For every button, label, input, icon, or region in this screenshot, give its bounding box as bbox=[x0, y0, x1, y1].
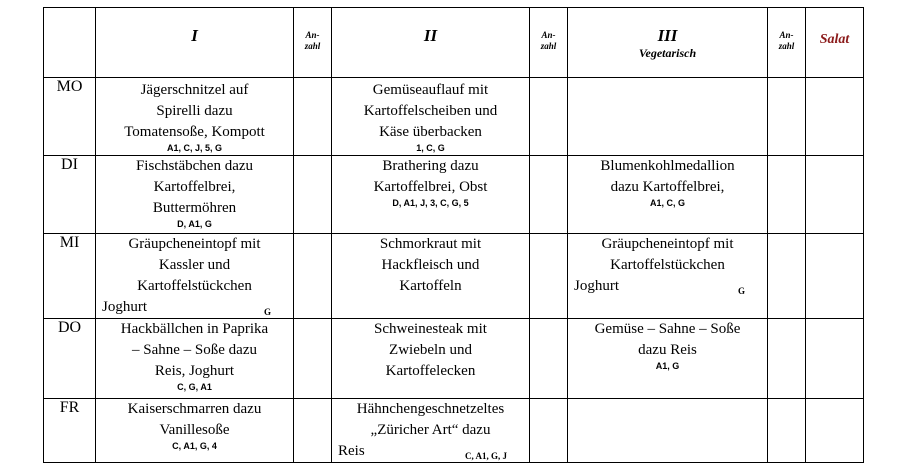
menu-1-title: I bbox=[191, 26, 198, 45]
mo-menu-1 bbox=[96, 78, 294, 156]
anzahl-1-label-b: zahl bbox=[304, 41, 321, 51]
header-anzahl-3 bbox=[768, 8, 806, 78]
dish-line: Buttermöhren bbox=[152, 200, 237, 216]
anzahl-3-label-a: An- bbox=[779, 30, 794, 40]
dish-line: Joghurt bbox=[574, 278, 619, 294]
dish-line: Hackfleisch und bbox=[381, 257, 480, 273]
header-salat bbox=[806, 8, 864, 78]
di-menu-1 bbox=[96, 156, 294, 234]
dish-line: Kartoffelecken bbox=[385, 363, 476, 379]
mo-anzahl-2[interactable] bbox=[530, 78, 568, 156]
mi-menu-2 bbox=[332, 234, 530, 319]
dish-line: Schmorkraut mit bbox=[379, 236, 482, 252]
dish-line: Käse überbacken bbox=[379, 124, 482, 140]
dish-line: Blumenkohlmedallion bbox=[600, 158, 735, 174]
dish-line: Hackbällchen in Paprika bbox=[120, 321, 269, 337]
day-row-mo bbox=[44, 78, 864, 156]
dish-line: Fischstäbchen dazu bbox=[135, 158, 254, 174]
di-anzahl-3[interactable] bbox=[768, 156, 806, 234]
do-anzahl-3[interactable] bbox=[768, 319, 806, 399]
day-row-do bbox=[44, 319, 864, 399]
fr-menu-2 bbox=[332, 399, 530, 463]
weekly-menu-table bbox=[43, 7, 864, 463]
dish-line: „Züricher Art“ dazu bbox=[370, 422, 491, 438]
dish-line: Reis, Joghurt bbox=[154, 363, 235, 379]
anzahl-2-label-b: zahl bbox=[540, 41, 557, 51]
di-anzahl-1[interactable] bbox=[294, 156, 332, 234]
dish-line: Kartoffelbrei, bbox=[153, 179, 236, 195]
do-menu-2 bbox=[332, 319, 530, 399]
header-anzahl-2 bbox=[530, 8, 568, 78]
day-row-mi bbox=[44, 234, 864, 319]
dish-line: Kartoffeln bbox=[399, 278, 462, 294]
day-label: FR bbox=[44, 399, 96, 463]
header-anzahl-1 bbox=[294, 8, 332, 78]
day-row-di bbox=[44, 156, 864, 234]
do-anzahl-1[interactable] bbox=[294, 319, 332, 399]
mo-anzahl-3[interactable] bbox=[768, 78, 806, 156]
mo-salat[interactable] bbox=[806, 78, 864, 156]
fr-salat[interactable] bbox=[806, 399, 864, 463]
allergen-codes: C, A1, G, 4 bbox=[172, 441, 217, 451]
mi-anzahl-3[interactable] bbox=[768, 234, 806, 319]
day-label: MO bbox=[44, 78, 96, 156]
allergen-codes: G bbox=[263, 307, 271, 317]
allergen-codes: A1, G bbox=[655, 361, 680, 371]
menu-3-subtitle: Vegetarisch bbox=[638, 46, 697, 60]
allergen-codes: G bbox=[737, 286, 745, 296]
allergen-codes: A1, C, G bbox=[649, 198, 685, 208]
fr-anzahl-3[interactable] bbox=[768, 399, 806, 463]
fr-menu-1 bbox=[96, 399, 294, 463]
dish-line: Spirelli dazu bbox=[156, 103, 233, 119]
header-menu-3 bbox=[568, 8, 768, 78]
dish-line: Gemüseauflauf mit bbox=[372, 82, 489, 98]
header-menu-2 bbox=[332, 8, 530, 78]
day-row-fr bbox=[44, 399, 864, 463]
allergen-codes: C, G, A1 bbox=[177, 382, 212, 392]
dish-line: Tomatensoße, Kompott bbox=[124, 124, 265, 140]
fr-anzahl-2[interactable] bbox=[530, 399, 568, 463]
dish-line: Kaiserschmarren dazu bbox=[127, 401, 262, 417]
dish-line: Kartoffelstückchen bbox=[610, 257, 725, 273]
day-label: MI bbox=[44, 234, 96, 319]
header-empty-cell bbox=[44, 8, 96, 78]
dish-line: dazu Reis bbox=[638, 342, 697, 358]
dish-line: Hähnchengeschnetzeltes bbox=[356, 401, 505, 417]
mo-menu-3 bbox=[568, 78, 768, 156]
mi-menu-3 bbox=[568, 234, 768, 319]
do-menu-3 bbox=[568, 319, 768, 399]
mi-menu-1 bbox=[96, 234, 294, 319]
do-salat[interactable] bbox=[806, 319, 864, 399]
dish-line: Gräupcheneintopf mit bbox=[601, 236, 734, 252]
allergen-codes: D, A1, G bbox=[177, 219, 212, 229]
dish-line: Brathering dazu bbox=[382, 158, 479, 174]
dish-line: Kartoffelbrei, Obst bbox=[373, 179, 488, 195]
dish-line: Gemüse – Sahne – Soße bbox=[594, 321, 741, 337]
dish-line: Kartoffelstückchen bbox=[137, 278, 252, 294]
fr-anzahl-1[interactable] bbox=[294, 399, 332, 463]
di-menu-2 bbox=[332, 156, 530, 234]
salat-title: Salat bbox=[819, 32, 850, 47]
mi-anzahl-2[interactable] bbox=[530, 234, 568, 319]
mi-salat[interactable] bbox=[806, 234, 864, 319]
allergen-codes: A1, C, J, 5, G bbox=[166, 143, 223, 153]
dish-line: Schweinesteak mit bbox=[374, 321, 487, 337]
dish-line: Gräupcheneintopf mit bbox=[128, 236, 261, 252]
menu-2-title: II bbox=[423, 26, 438, 45]
dish-line: Zwiebeln und bbox=[389, 342, 472, 358]
allergen-codes: C, A1, G, J bbox=[464, 451, 507, 461]
do-menu-1 bbox=[96, 319, 294, 399]
menu-3-title: III bbox=[657, 26, 678, 45]
anzahl-1-label-a: An- bbox=[305, 30, 320, 40]
dish-line: dazu Kartoffelbrei, bbox=[610, 179, 725, 195]
di-anzahl-2[interactable] bbox=[530, 156, 568, 234]
allergen-codes: 1, C, G bbox=[416, 143, 445, 153]
day-label: DO bbox=[44, 319, 96, 399]
header-menu-1 bbox=[96, 8, 294, 78]
dish-line: Jägerschnitzel auf bbox=[140, 82, 249, 98]
day-label: DI bbox=[44, 156, 96, 234]
di-salat[interactable] bbox=[806, 156, 864, 234]
do-anzahl-2[interactable] bbox=[530, 319, 568, 399]
dish-line: Vanillesoße bbox=[159, 422, 230, 438]
dish-line: Reis bbox=[338, 443, 365, 459]
mo-menu-2 bbox=[332, 78, 530, 156]
dish-line: Kartoffelscheiben und bbox=[363, 103, 498, 119]
dish-line: Kassler und bbox=[158, 257, 231, 273]
allergen-codes: D, A1, J, 3, C, G, 5 bbox=[392, 198, 469, 208]
anzahl-3-label-b: zahl bbox=[778, 41, 795, 51]
dish-line: Joghurt bbox=[102, 299, 147, 315]
anzahl-2-label-a: An- bbox=[541, 30, 556, 40]
mo-anzahl-1[interactable] bbox=[294, 78, 332, 156]
fr-menu-3 bbox=[568, 399, 768, 463]
di-menu-3 bbox=[568, 156, 768, 234]
header-row bbox=[44, 8, 864, 78]
mi-anzahl-1[interactable] bbox=[294, 234, 332, 319]
dish-line: – Sahne – Soße dazu bbox=[132, 342, 257, 358]
